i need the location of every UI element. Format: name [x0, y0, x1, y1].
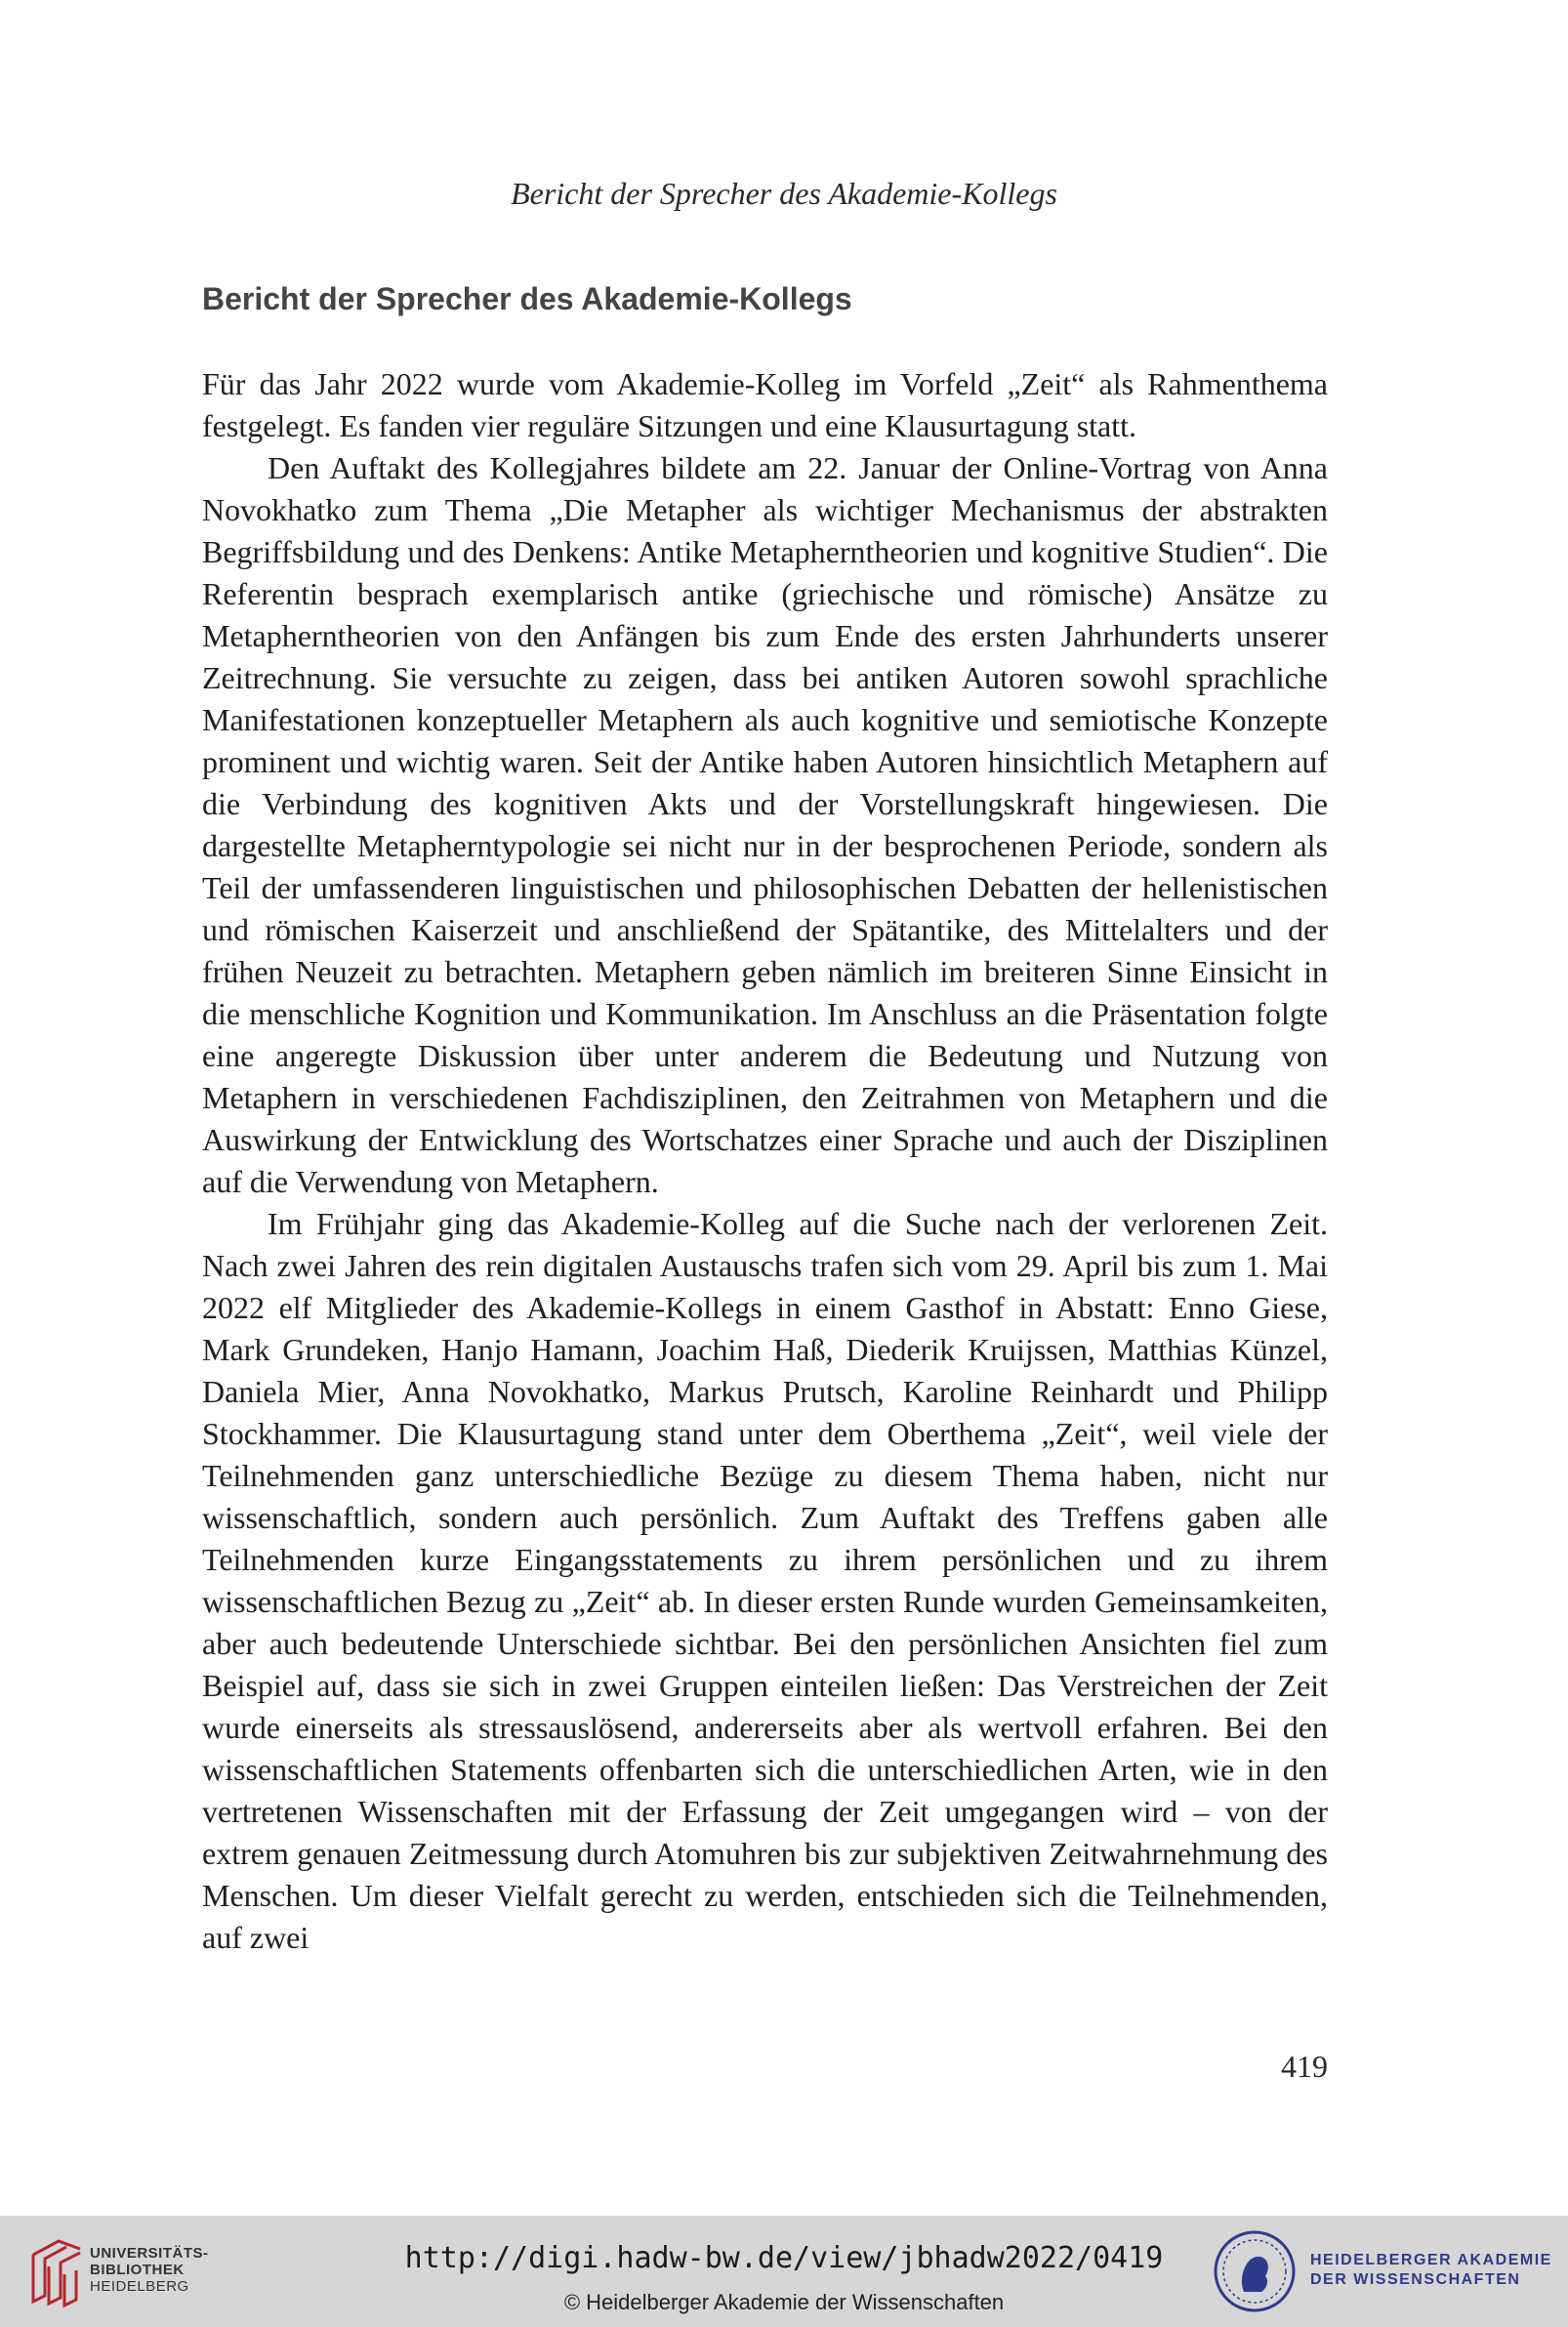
page-number: 419: [1281, 2049, 1328, 2084]
source-url-link[interactable]: http://digi.hadw-bw.de/view/jbhadw2022/0419: [404, 2241, 1164, 2275]
paragraph-1: Für das Jahr 2022 wurde vom Akademie-Kolleg im Vorfeld „Zeit“ als Rahmenthema festgelegt. Es fanden vier reguläre Sitzungen und eine Klausurtagung statt.: [202, 366, 1328, 443]
section-title: Bericht der Sprecher des Akademie-Kollegs: [202, 281, 852, 316]
academy-name: [1310, 2251, 1552, 2290]
paragraph-2: Den Auftakt des Kollegjahres bildete am 22. Januar der Online-Vortrag von Anna Novokhatko zum Thema „Die Metapher als wichtiger Mechanismus der abstrakten Begriffsbildung und des Denkens: Antike Metapherntheorien und kognitive Studien“. Die Referentin besprach exemplarisch antike (griechische und römische) Ansätze zu Metapherntheorien von den Anfängen bis zum Ende des ersten Jahrhunderts unserer Zeitrechnung. Sie versuchte zu zeigen, dass bei antiken Autoren sowohl sprachliche Manifestationen konzeptueller Metaphern als auch kognitive und semiotische Konzepte prominent und wichtig waren. Seit der Antike haben Autoren hinsichtlich Metaphern auf die Verbindung des kognitiven Akts und der Vorstellungskraft hingewiesen. Die dargestellte Metapherntypologie sei nicht nur in der besprochenen Periode, sondern als Teil der umfassenderen linguistischen und philosophischen Debatten der hellenistischen und römischen Kaiserzeit und anschließend der Spätantike, des Mittelalters und der frühen Neuzeit zu betrachten. Metaphern geben nämlich im breiteren Sinne Einsicht in die menschliche Kognition und Kommunikation. Im Anschluss an die Präsentation folgte eine angeregte Diskussion über unter anderem die Bedeutung und Nutzung von Metaphern in verschiedenen Fachdisziplinen, den Zeitrahmen von Metaphern und die Auswirkung der Entwicklung des Wortschatzes einer Sprache und auch der Disziplinen auf die Verwendung von Metaphern.: [202, 450, 1328, 1199]
body-text: [202, 363, 1328, 1959]
running-head: Bericht der Sprecher des Akademie-Kollegs: [511, 176, 1057, 211]
footer-bar: [0, 2216, 1568, 2327]
academy-line-2: DER WISSENSCHAFTEN: [1310, 2271, 1521, 2288]
library-line-2: BIBLIOTHEK: [90, 2262, 185, 2278]
library-line-3: HEIDELBERG: [90, 2278, 189, 2295]
library-line-1: UNIVERSITÄTS-: [90, 2245, 209, 2262]
paragraph-3: Im Frühjahr ging das Akademie-Kolleg auf die Suche nach der verlorenen Zeit. Nach zwei Jahren des rein digitalen Austauschs trafen sich vom 29. April bis zum 1. Mai 2022 elf Mitglieder des Akademie-Kollegs in einem Gasthof in Abstatt: Enno Giese, Mark Grundeken, Hanjo Hamann, Joachim Haß, Diederik Kruijssen, Matthias Künzel, Daniela Mier, Anna Novokhatko, Markus Prutsch, Karoline Reinhardt und Philipp Stockhammer. Die Klausurtagung stand unter dem Oberthema „Zeit“, weil viele der Teilnehmenden ganz unterschiedliche Bezüge zu diesem Thema haben, nicht nur wissenschaftlich, sondern auch persönlich. Zum Auftakt des Treffens gaben alle Teilnehmenden kurze Eingangsstatements zu ihrem persönlichen und zu ihrem wissenschaftlichen Bezug zu „Zeit“ ab. In dieser ersten Runde wurden Gemeinsamkeiten, aber auch bedeutende Unterschiede sichtbar. Bei den persönlichen Ansichten fiel zum Beispiel auf, dass sie sich in zwei Gruppen einteilen ließen: Das Verstreichen der Zeit wurde einerseits als stressauslösend, andererseits aber als wertvoll erfahren. Bei den wissenschaftlichen Statements offenbarten sich die unterschiedlichen Arten, wie in den vertretenen Wissenschaften mit der Erfassung der Zeit umgegangen wird – von der extrem genauen Zeitmessung durch Atomuhren bis zur subjektiven Zeitwahrnehmung des Menschen. Um dieser Vielfalt gerecht zu werden, entschieden sich die Teilnehmenden, auf zwei: [202, 1206, 1328, 1955]
academy-line-1: HEIDELBERGER AKADEMIE: [1310, 2252, 1552, 2268]
academy-seal-icon: [1211, 2227, 1299, 2315]
copyright-notice: © Heidelberger Akademie der Wissenschaften: [563, 2290, 1005, 2314]
